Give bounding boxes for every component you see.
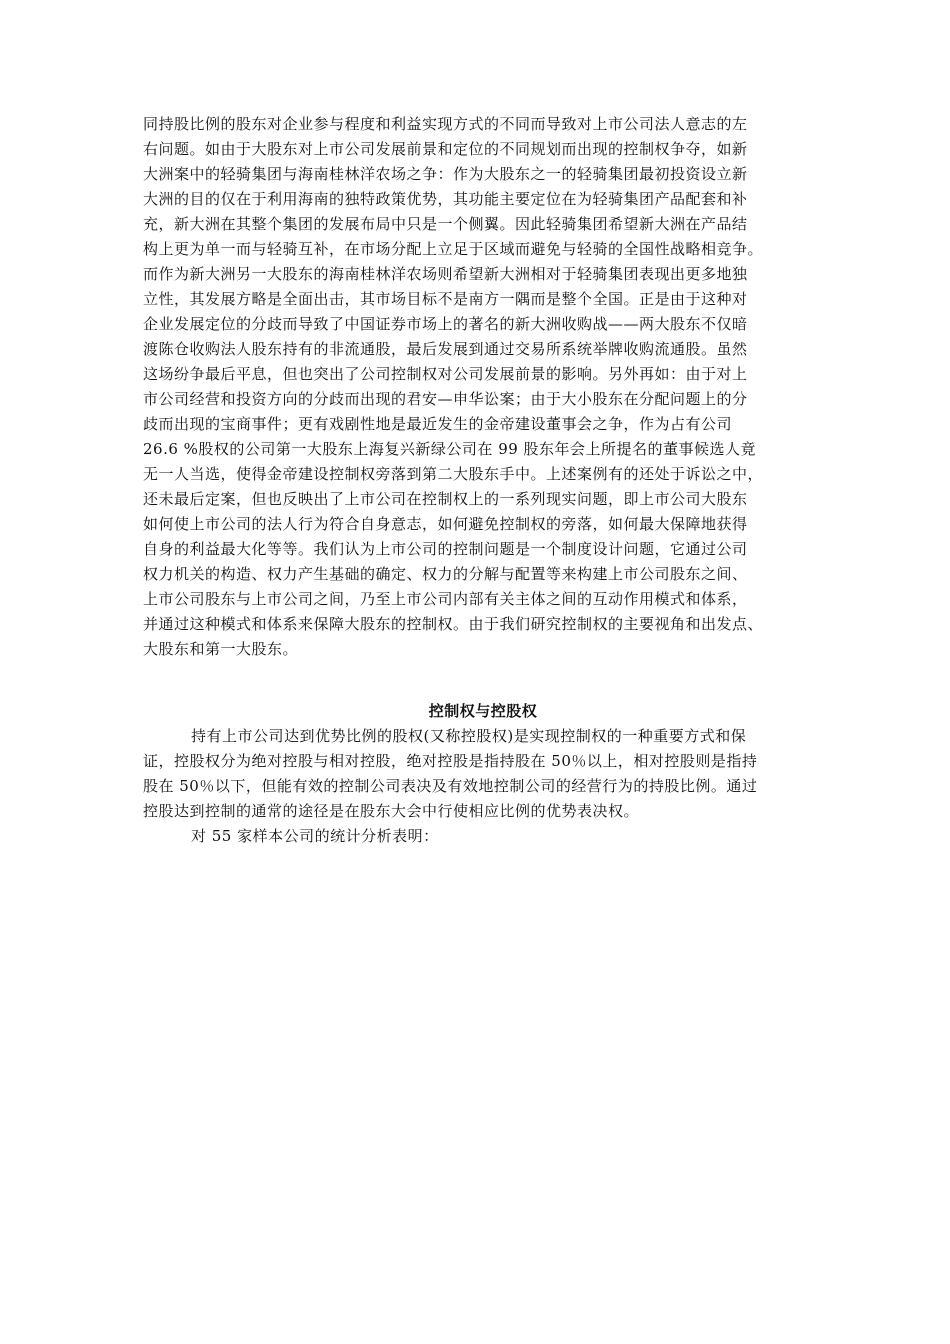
text-line: 控股达到控制的通常的途径是在股东大会中行使相应比例的优势表决权。 <box>143 802 640 820</box>
section-heading: 控制权与控股权 <box>428 702 538 720</box>
document-page <box>143 112 823 849</box>
text-line: 渡陈仓收购法人股东持有的非流通股，最后发展到通过交易所系统举牌收购流通股。虽然 <box>143 340 748 358</box>
text-line: 右问题。如由于大股东对上市公司发展前景和定位的不同规划而出现的控制权争夺，如新 <box>143 140 748 158</box>
text-line: 大洲案中的轻骑集团与海南桂林洋农场之争：作为大股东之一的轻骑集团最初投资设立新 <box>143 165 748 183</box>
text-line: 这场纷争最后平息，但也突出了公司控制权对公司发展前景的影响。另外再如：由于对上 <box>143 365 748 383</box>
text-line: 股在 50％以下，但能有效的控制公司表决及有效地控制公司的经营行为的持股比例。通过 <box>143 777 758 795</box>
text-line: 26.6 %股权的公司第一大股东上海复兴新绿公司在 99 股东年会上所提名的董事候选人竟 <box>143 440 757 458</box>
body-paragraph <box>143 112 823 662</box>
text-line: 同持股比例的股东对企业参与程度和利益实现方式的不同而导致对上市公司法人意志的左 <box>143 115 748 133</box>
text-line: 权力机关的构造、权力产生基础的确定、权力的分解与配置等来构建上市公司股东之间、 <box>143 565 748 583</box>
text-line: 并通过这种模式和体系来保障大股东的控制权。由于我们研究控制权的主要视角和出发点、 <box>143 615 764 633</box>
text-line: 如何使上市公司的法人行为符合自身意志，如何避免控制权的旁落，如何最大保障地获得 <box>143 515 748 533</box>
text-line: 而作为新大洲另一大股东的海南桂林洋农场则希望新大洲相对于轻骑集团表现出更多地独 <box>143 265 748 283</box>
section-paragraph <box>143 724 823 824</box>
text-line: 大股东和第一大股东。 <box>143 640 299 658</box>
text-line: 歧而出现的宝商事件；更有戏剧性地是最近发生的金帝建设董事会之争，作为占有公司 <box>143 415 733 433</box>
text-line: 企业发展定位的分歧而导致了中国证券市场上的著名的新大洲收购战——两大股东不仅暗 <box>143 315 748 333</box>
text-line: 持有上市公司达到优势比例的股权(又称控股权)是实现控制权的一种重要方式和保 <box>191 727 747 745</box>
closing-line: 对 55 家样本公司的统计分析表明： <box>191 827 439 845</box>
text-line: 还未最后定案，但也反映出了上市公司在控制权上的一系列现实问题，即上市公司大股东 <box>143 490 748 508</box>
text-line: 构上更为单一而与轻骑互补，在市场分配上立足于区域而避免与轻骑的全国性战略相竞争。 <box>143 240 764 258</box>
text-line: 充，新大洲在其整个集团的发展布局中只是一个侧翼。因此轻骑集团希望新大洲在产品结 <box>143 215 748 233</box>
text-line: 无一人当选，使得金帝建设控制权旁落到第二大股东手中。上述案例有的还处于诉讼之中， <box>143 465 764 483</box>
paragraph-spacer <box>143 662 823 687</box>
text-line: 大洲的目的仅在于利用海南的独特政策优势，其功能主要定位在为轻骑集团产品配套和补 <box>143 190 748 208</box>
text-line: 上市公司股东与上市公司之间，乃至上市公司内部有关主体之间的互动作用模式和体系， <box>143 590 748 608</box>
text-line: 立性，其发展方略是全面出击，其市场目标不是南方一隅而是整个全国。正是由于这种对 <box>143 290 748 308</box>
text-line: 自身的利益最大化等等。我们认为上市公司的控制问题是一个制度设计问题，它通过公司 <box>143 540 748 558</box>
text-line: 市公司经营和投资方向的分歧而出现的君安—申华讼案；由于大小股东在分配问题上的分 <box>143 390 748 408</box>
text-line: 证，控股权分为绝对控股与相对控股，绝对控股是指持股在 50％以上，相对控股则是指持 <box>143 752 758 770</box>
